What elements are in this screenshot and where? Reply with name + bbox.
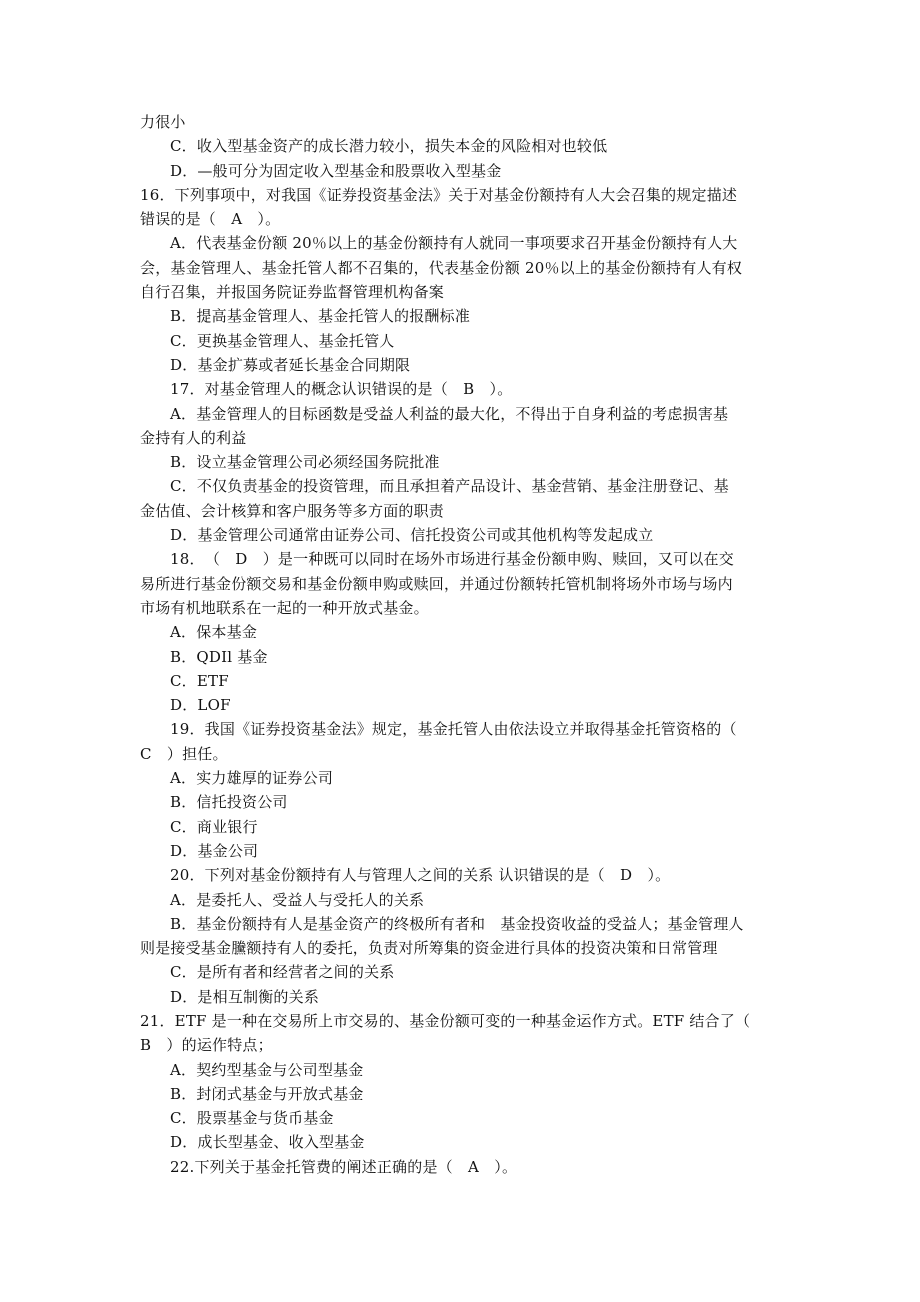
text-line: D．是相互制衡的关系 xyxy=(170,987,320,1006)
text-line: D．—般可分为固定收入型基金和股票收入型基金 xyxy=(170,161,502,180)
text-line: C．收入型基金资产的成长潜力较小，损失本金的风险相对也较低 xyxy=(170,137,608,156)
text-line: A．代表基金份额 20％以上的基金份额持有人就同一事项要求召开基金份额持有人大 xyxy=(170,234,738,253)
text-line: B．基金份额持有人是基金资产的终极所有者和 基金投资收益的受益人；基金管理人 xyxy=(170,914,744,933)
text-line: 则是接受基金黱额持有人的委托，负责对所筹集的资金进行具体的投资决策和日常管理 xyxy=(140,939,718,958)
text-line: 会，基金管理人、基金托管人都不召集的，代表基金份额 20％以上的基金份额持有人有权 xyxy=(140,258,743,277)
text-line: B．提高基金管理人、基金托管人的报酬标准 xyxy=(170,307,471,326)
text-line: C．商业银行 xyxy=(170,817,258,836)
text-line: 错误的是（ A ）。 xyxy=(140,210,281,229)
document-body xyxy=(140,110,782,1179)
text-line: C．不仅负责基金的投资管理，而且承担着产品设计、基金营销、基金注册登记、基 xyxy=(170,477,729,496)
text-line: A．实力雄厚的证券公司 xyxy=(170,769,334,788)
text-line: B．QDIl 基金 xyxy=(170,647,268,666)
text-line: C．是所有者和经营者之间的关系 xyxy=(170,963,395,982)
text-line: D．成长型基金、收入型基金 xyxy=(170,1133,365,1152)
text-line: C．更换基金管理人、基金托管人 xyxy=(170,331,395,350)
text-line: C．股票基金与货币基金 xyxy=(170,1109,334,1128)
text-line: 21．ETF 是一种在交易所上市交易的、基金份额可变的一种基金运作方式。ETF 结合了（ xyxy=(140,1011,751,1030)
text-line: 金持有人的利益 xyxy=(140,428,247,447)
text-line: 自行召集，并报国务院证券监督管理机构备案 xyxy=(140,283,445,302)
text-line: D．LOF xyxy=(170,696,231,715)
text-line: 金估值、会计核算和客户服务等多方面的职责 xyxy=(140,501,445,520)
text-line: B．信托投资公司 xyxy=(170,793,288,812)
text-line: 18． （ D ）是一种既可以同时在场外市场进行基金份额申购、赎回，又可以在交 xyxy=(170,550,734,569)
text-line: 22.下列关于基金托管费的阐述正确的是（ A ）。 xyxy=(170,1157,518,1176)
text-line: A．基金管理人的目标函数是受益人利益的最大化，不得出于自身利益的考虑损害基 xyxy=(170,404,729,423)
text-line: 20．下列对基金份额持有人与管理人之间的关系 认识错误的是（ D ）。 xyxy=(170,866,671,885)
text-line: B ）的运作特点； xyxy=(140,1036,273,1055)
text-line: D．基金管理公司通常由证券公司、信托投资公司或其他机构等发起成立 xyxy=(170,526,654,545)
text-line: B．封闭式基金与开放式基金 xyxy=(170,1084,364,1103)
text-line: 19．我国《证券投资基金法》规定，基金托管人由依法设立并取得基金托管资格的（ xyxy=(170,720,737,739)
text-line: 力很小 xyxy=(140,113,186,131)
text-line: 易所进行基金份额交易和基金份额申购或赎回，并通过份额转托管机制将场外市场与场内 xyxy=(140,574,733,593)
text-line: 17．对基金管理人的概念认识错误的是（ B ）。 xyxy=(170,380,513,399)
text-line: C ）担任。 xyxy=(140,744,228,763)
text-line: B．设立基金管理公司必须经国务院批准 xyxy=(170,453,440,472)
text-line: D．基金公司 xyxy=(170,841,259,860)
text-line: C．ETF xyxy=(170,671,229,690)
text-line: 16．下列事项中，对我国《证券投资基金法》关于对基金份额持有人大会召集的规定描述 xyxy=(140,185,738,204)
text-line: A．契约型基金与公司型基金 xyxy=(170,1060,364,1079)
text-line: A．是委托人、受益人与受托人的关系 xyxy=(170,890,425,909)
text-line: D．基金扩募或者延长基金合同期限 xyxy=(170,355,411,374)
text-line: 市场有机地联系在一起的一种开放式基金。 xyxy=(140,598,429,617)
text-line: A．保本基金 xyxy=(170,623,258,642)
